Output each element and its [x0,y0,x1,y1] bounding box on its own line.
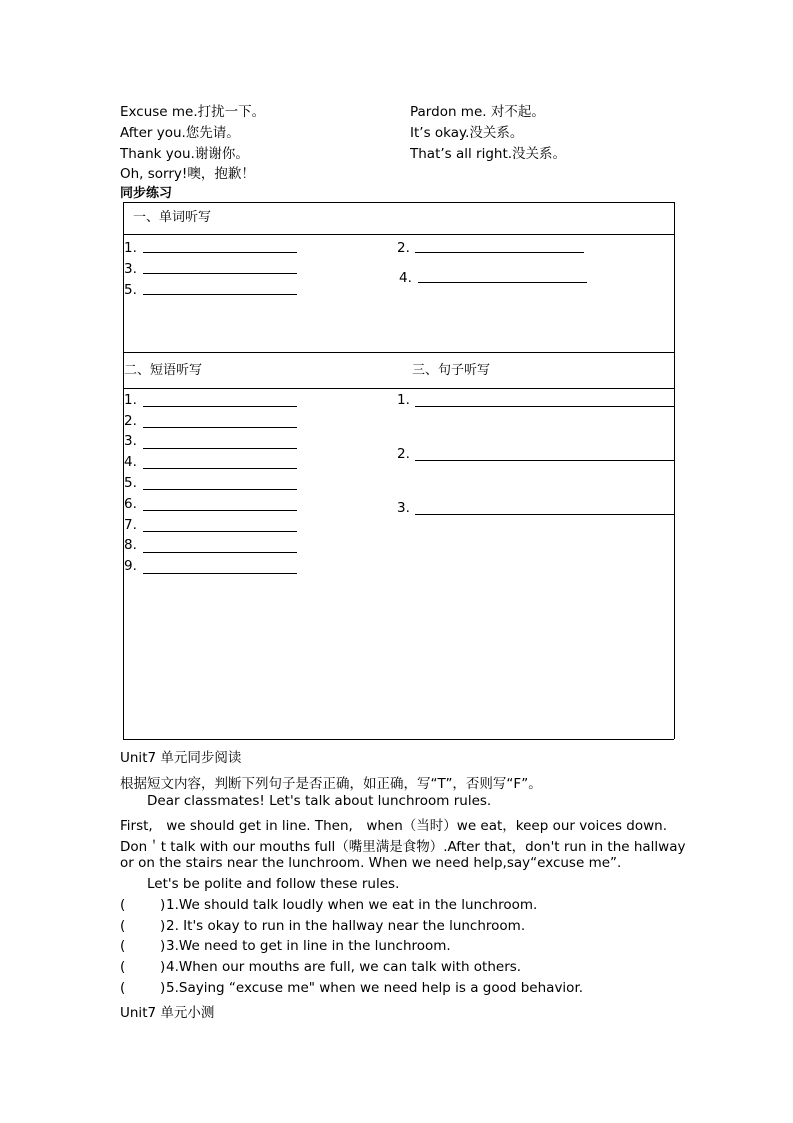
phrase-left-1: Excuse me.打扰一下。 [120,104,266,120]
sec1-num-1: 1. [124,240,137,256]
question-text: 3.We need to get in line in the lunchroom. [166,938,451,954]
answer-paren-close: ) [160,980,166,996]
phrase-left-3: Thank you.谢谢你。 [120,146,249,162]
quiz-title: Unit7 单元小测 [120,1005,215,1021]
phrase-left-2: After you.您先请。 [120,125,240,141]
sec3-num-1: 1. [397,392,410,408]
sec3-blank-3[interactable] [415,514,674,515]
reading-instruction: 根据短文内容，判断下列句子是否正确，如正确，写“T”，否则写“F”。 [120,776,542,792]
sec2-num-4: 4. [124,454,137,470]
sec1-num-2: 2. [397,240,410,256]
passage-line-2: First, we should get in line. Then, when（当时）we eat，keep our voices down. [120,818,668,834]
question-text: 1.We should talk loudly when we eat in the lunchroom. [166,897,538,913]
sec2-blank-1[interactable] [143,406,297,407]
sec2-num-1: 1. [124,392,137,408]
answer-paren-open: ( [120,959,126,975]
sec1-blank-4[interactable] [418,282,587,283]
sec2-blank-3[interactable] [143,448,297,449]
answer-paren-open: ( [120,897,126,913]
sec2-blank-5[interactable] [143,489,297,490]
sec2-num-9: 9. [124,558,137,574]
answer-paren-open: ( [120,980,126,996]
answer-paren-close: ) [160,938,166,954]
section2-title: 二、短语听写 [124,363,203,378]
passage-line-5: Let's be polite and follow these rules. [147,876,400,892]
sec2-num-8: 8. [124,537,137,553]
question-text: 5.Saying “excuse me" when we need help is a good behavior. [166,980,584,996]
sec1-num-4: 4. [399,270,412,286]
sec3-blank-2[interactable] [415,460,674,461]
phrase-right-2: It’s okay.没关系。 [410,125,524,141]
sec1-blank-1[interactable] [143,252,297,253]
practice-heading: 同步练习 [120,186,173,201]
sec1-blank-5[interactable] [143,294,297,295]
question-text: 4.When our mouths are full, we can talk with others. [166,959,522,975]
sec2-num-2: 2. [124,413,137,429]
section1-title: 一、单词听写 [133,210,212,225]
sec2-num-6: 6. [124,496,137,512]
answer-paren-open: ( [120,938,126,954]
sec1-blank-3[interactable] [143,273,297,274]
passage-line-4: or on the stairs near the lunchroom. When we need help,say“excuse me”. [120,855,622,871]
sec2-blank-7[interactable] [143,531,297,532]
sec1-num-5: 5. [124,282,137,298]
section3-title: 三、句子听写 [412,363,491,378]
reading-title: Unit7 单元同步阅读 [120,750,242,766]
sec3-num-3: 3. [397,500,410,516]
sec2-num-3: 3. [124,433,137,449]
phrase-right-1: Pardon me. 对不起。 [410,104,545,120]
sec2-blank-2[interactable] [143,427,297,428]
phrase-left-4: Oh, sorry!噢，抱歉！ [120,166,255,182]
sec1-num-3: 3. [124,261,137,277]
answer-paren-open: ( [120,918,126,934]
question-text: 2. It's okay to run in the hallway near the lunchroom. [166,918,526,934]
passage-line-1: Dear classmates! Let's talk about lunchroom rules. [147,793,492,809]
answer-paren-close: ) [160,897,166,913]
phrase-right-3: That’s all right.没关系。 [410,146,567,162]
sec2-num-7: 7. [124,517,137,533]
sec3-num-2: 2. [397,446,410,462]
sec2-blank-8[interactable] [143,552,297,553]
answer-paren-close: ) [160,959,166,975]
sec1-blank-2[interactable] [415,252,584,253]
sec2-num-5: 5. [124,475,137,491]
sec2-blank-4[interactable] [143,468,297,469]
sec3-blank-1[interactable] [415,406,674,407]
sec2-blank-6[interactable] [143,510,297,511]
passage-line-3: Don＇t talk with our mouths full（嘴里满是食物）.After that，don't run in the hallway [120,839,686,855]
answer-paren-close: ) [160,918,166,934]
sec2-blank-9[interactable] [143,573,297,574]
